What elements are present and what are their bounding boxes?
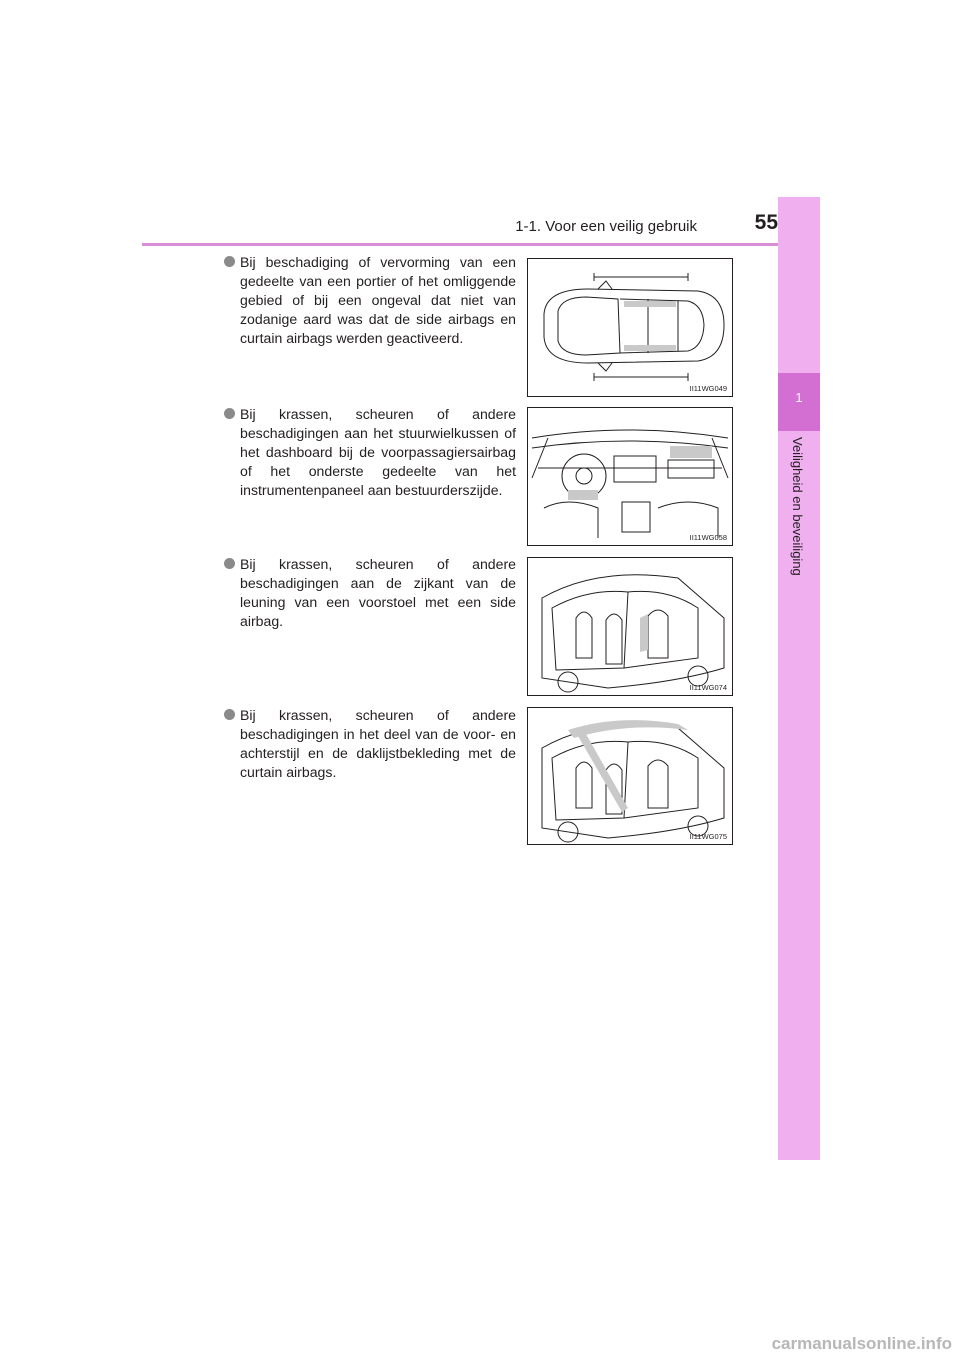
figure-dashboard bbox=[527, 407, 733, 546]
watermark: carmanualsonline.info bbox=[771, 1334, 952, 1353]
car-top-view-illustration bbox=[528, 259, 732, 396]
item-text: Bij beschadiging of vervorming van een gedeelte van een portier of het omliggende gebied of bij een ongeval dat niet van zodanige aard was dat de side airbags en curtain airbags werden geactiveerd. bbox=[240, 254, 516, 346]
figure-code: II11WG058 bbox=[689, 533, 727, 542]
bullet-icon bbox=[224, 709, 235, 720]
chapter-side-tab bbox=[778, 197, 820, 1160]
chapter-label: Veiligheid en beveiliging bbox=[790, 437, 805, 576]
section-title: 1-1. Voor een veilig gebruik bbox=[515, 218, 697, 235]
seat-side-airbag-illustration bbox=[528, 558, 732, 695]
bullet-icon bbox=[224, 256, 235, 267]
item-text: Bij krassen, scheuren of andere beschadigingen in het deel van de voor- en achterstijl en de daklijstbekleding met de curtain airbags. bbox=[240, 707, 516, 780]
list-item bbox=[224, 555, 516, 631]
list-item bbox=[224, 706, 516, 782]
figure-curtain-airbag bbox=[527, 707, 733, 845]
dashboard-illustration bbox=[528, 408, 732, 545]
bullet-icon bbox=[224, 558, 235, 569]
item-text: Bij krassen, scheuren of andere beschadigingen aan het stuurwielkussen of het dashboard bij de voorpassagiersairbag of het onderste gedeelte van het instrumentenpaneel aan bestuurderszijde. bbox=[240, 406, 516, 498]
figure-door-top-view bbox=[527, 258, 733, 397]
chapter-number: 1 bbox=[795, 390, 803, 405]
figure-front-seat bbox=[527, 557, 733, 696]
list-item bbox=[224, 405, 516, 500]
page-number: 55 bbox=[754, 211, 778, 234]
header-rule bbox=[142, 243, 820, 246]
curtain-airbag-illustration bbox=[528, 708, 732, 844]
list-item bbox=[224, 253, 516, 348]
figure-code: II11WG049 bbox=[689, 384, 727, 393]
item-text: Bij krassen, scheuren of andere beschadigingen aan de zijkant van de leuning van een voorstoel met een side airbag. bbox=[240, 556, 516, 629]
bullet-icon bbox=[224, 408, 235, 419]
figure-code: II11WG074 bbox=[689, 683, 727, 692]
figure-code: II11WG075 bbox=[689, 832, 727, 841]
